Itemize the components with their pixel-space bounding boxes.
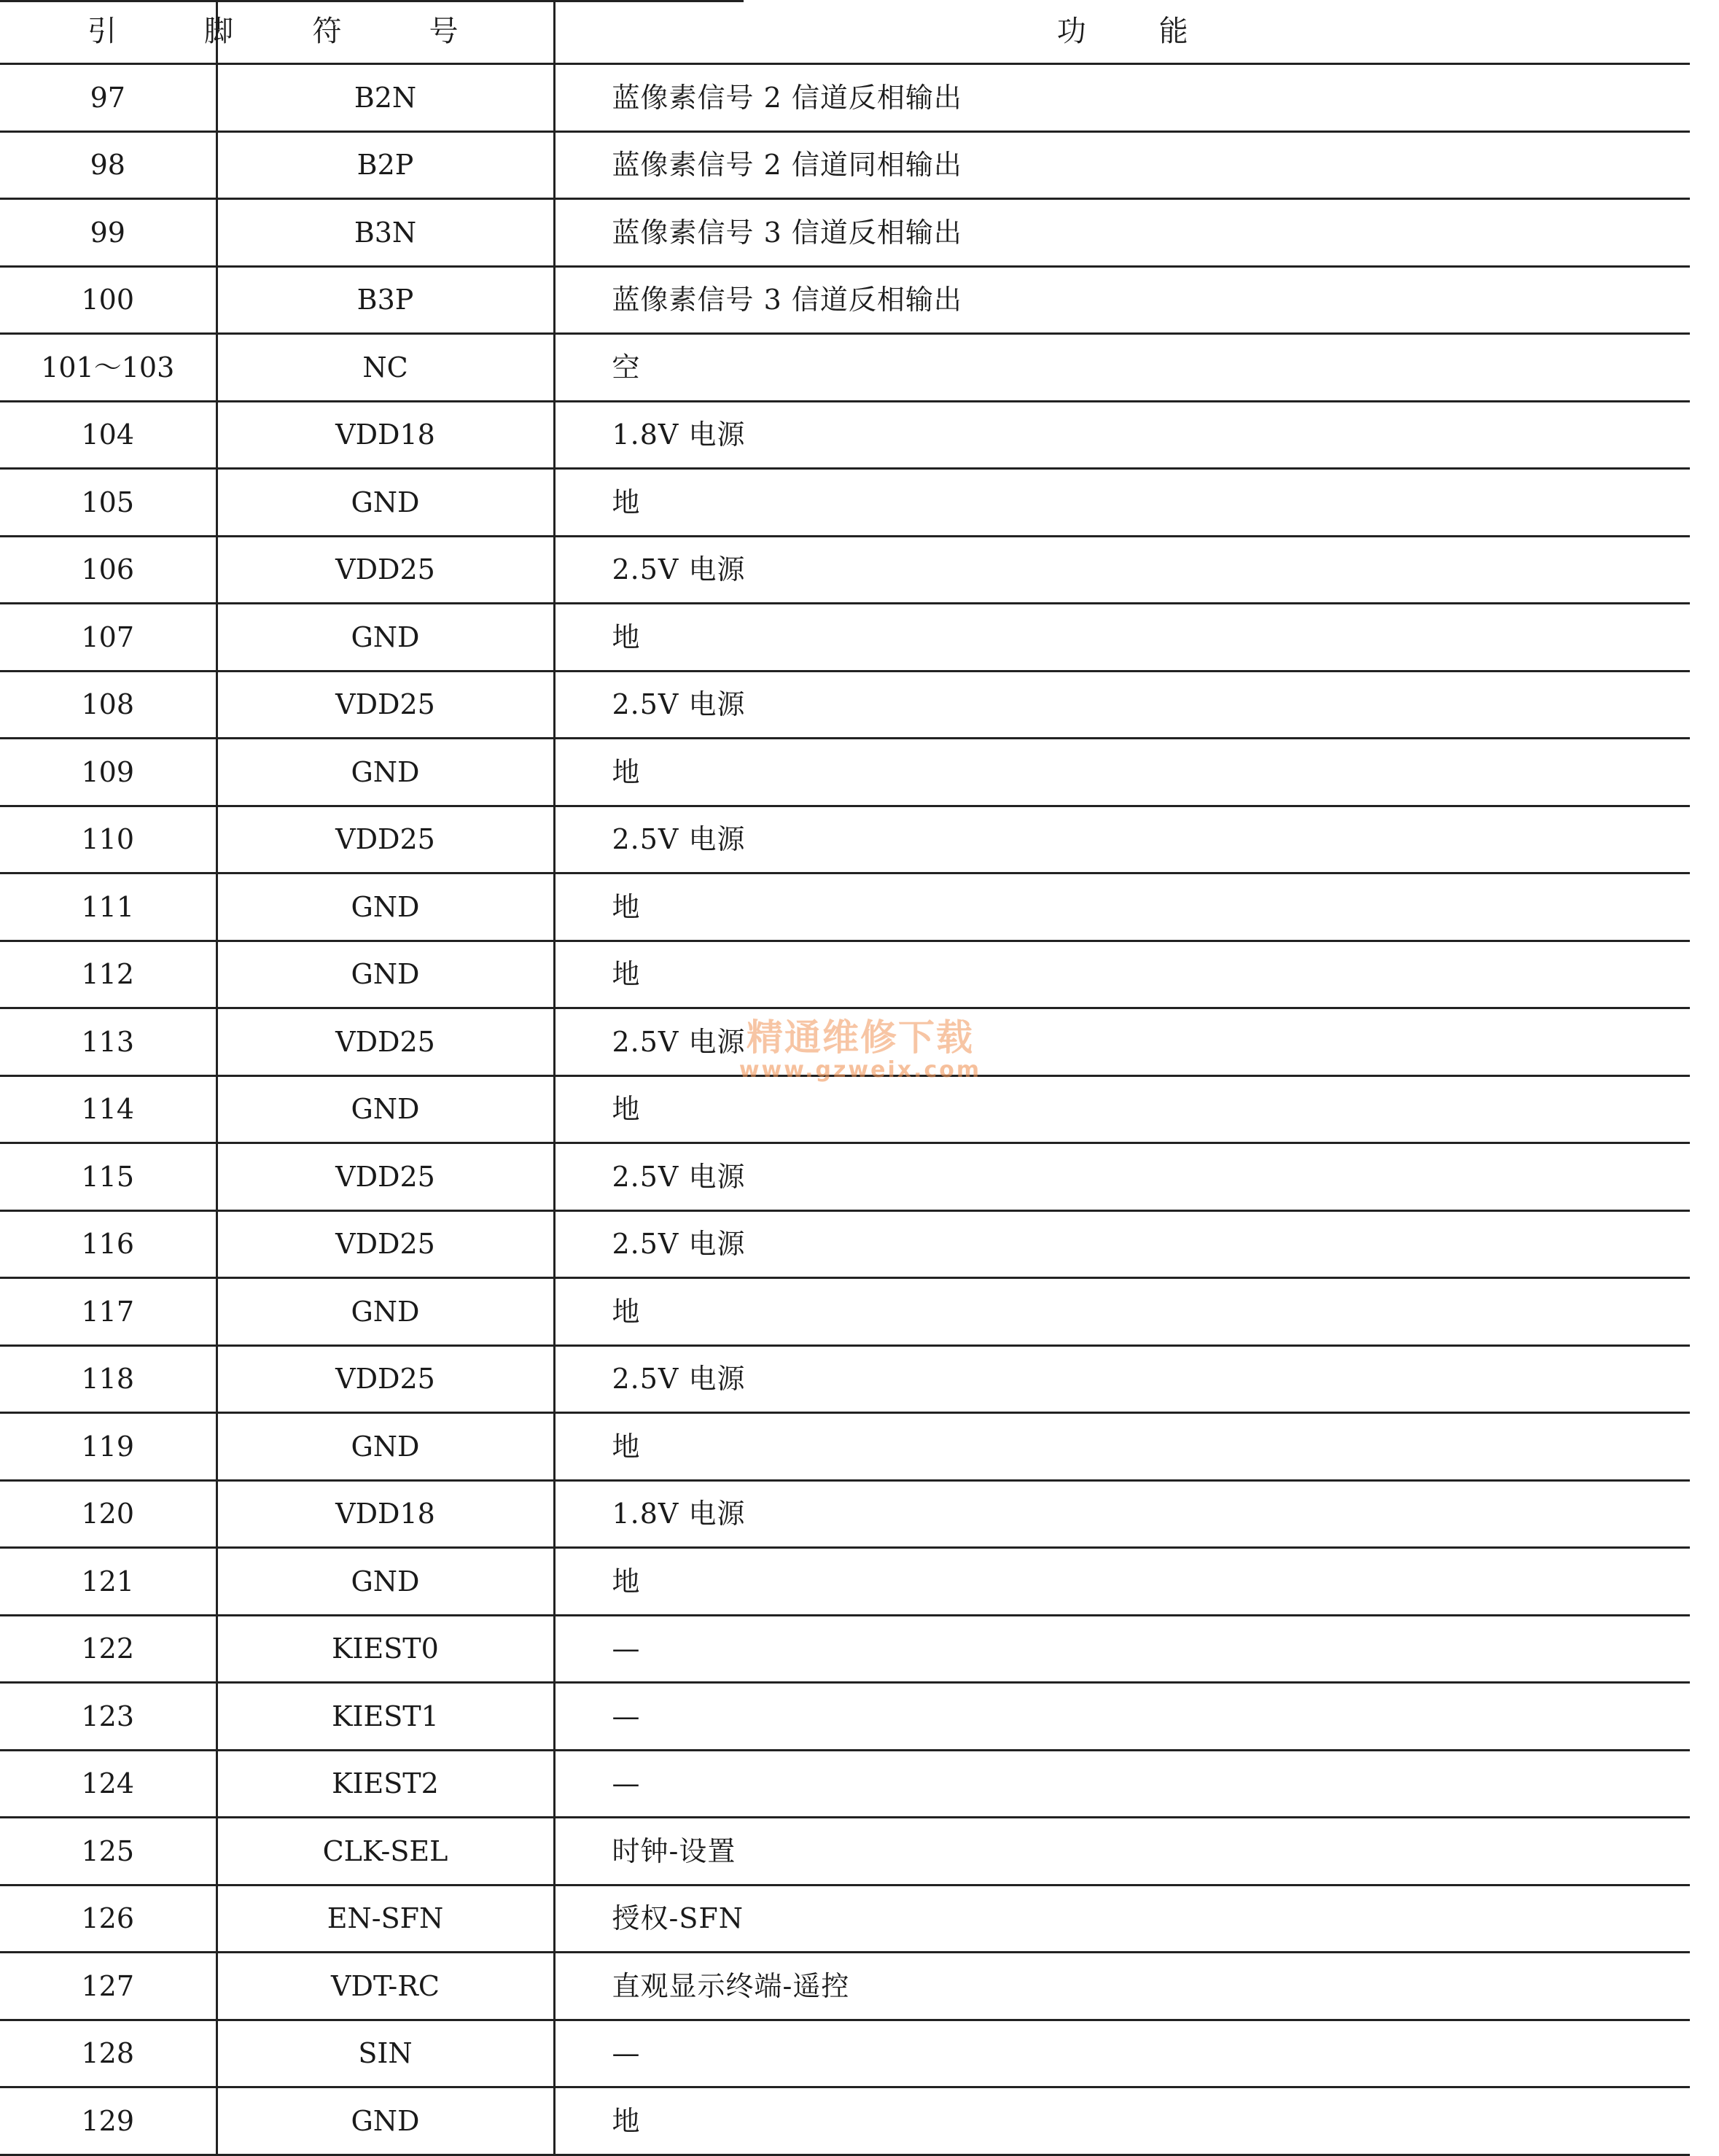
table-row [0,1683,1690,1751]
pin-cell: 111 [0,873,217,941]
header-row [0,0,1690,64]
pin-cell: 114 [0,1075,217,1143]
pin-cell: 118 [0,1345,217,1413]
function-cell: 地 [554,1278,1690,1346]
function-cell: 2.5V 电源 [554,1345,1690,1413]
symbol-cell: B2P [217,131,554,199]
pin-cell: 110 [0,806,217,873]
table-row [0,739,1690,806]
symbol-cell: GND [217,941,554,1008]
symbol-cell: GND [217,1413,554,1481]
table-row [0,1278,1690,1346]
pin-cell: 116 [0,1210,217,1278]
table-row [0,1548,1690,1616]
function-cell: 地 [554,469,1690,537]
pin-cell: 115 [0,1143,217,1211]
symbol-cell: GND [217,469,554,537]
pin-cell: 124 [0,1750,217,1818]
function-cell: 时钟-设置 [554,1818,1690,1885]
pin-cell: 112 [0,941,217,1008]
table-row [0,941,1690,1008]
symbol-cell: GND [217,2087,554,2155]
table-row [0,1075,1690,1143]
function-cell: 2.5V 电源 [554,671,1690,739]
function-cell: 地 [554,1413,1690,1481]
header-function: 功能 [554,0,1690,64]
table-row [0,1885,1690,1953]
pin-cell: 108 [0,671,217,739]
function-cell: 地 [554,941,1690,1008]
pin-cell: 126 [0,1885,217,1953]
symbol-cell: VDD25 [217,671,554,739]
symbol-cell: GND [217,604,554,672]
pin-cell: 122 [0,1615,217,1683]
pin-cell: 106 [0,536,217,604]
function-cell: 2.5V 电源 [554,1210,1690,1278]
symbol-cell: B3P [217,266,554,334]
table-row [0,604,1690,672]
pin-cell: 97 [0,64,217,132]
function-cell: — [554,2020,1690,2087]
symbol-cell: VDD25 [217,1008,554,1076]
table-row [0,1480,1690,1548]
symbol-cell: GND [217,1548,554,1616]
function-cell: 地 [554,604,1690,672]
symbol-cell: GND [217,1075,554,1143]
pin-cell: 109 [0,739,217,806]
table-row [0,1953,1690,2020]
table-row [0,1345,1690,1413]
table-row [0,469,1690,537]
symbol-cell: VDT-RC [217,1953,554,2020]
pin-cell: 104 [0,401,217,469]
table-row [0,1008,1690,1076]
symbol-cell: KIEST2 [217,1750,554,1818]
table-row [0,131,1690,199]
function-cell: 1.8V 电源 [554,1480,1690,1548]
table-row [0,266,1690,334]
function-cell: 蓝像素信号 3 信道反相输出 [554,266,1690,334]
pin-cell: 120 [0,1480,217,1548]
pin-cell: 99 [0,199,217,267]
pin-cell: 113 [0,1008,217,1076]
function-cell: 授权-SFN [554,1885,1690,1953]
function-cell: 2.5V 电源 [554,806,1690,873]
header-symbol: 符号 [217,0,554,64]
pin-cell: 117 [0,1278,217,1346]
function-cell: — [554,1615,1690,1683]
pin-cell: 125 [0,1818,217,1885]
symbol-cell: GND [217,873,554,941]
table-body [0,64,1690,2155]
table-row [0,873,1690,941]
symbol-cell: VDD25 [217,806,554,873]
table-row [0,1413,1690,1481]
function-cell: 2.5V 电源 [554,1008,1690,1076]
pin-cell: 98 [0,131,217,199]
table-row [0,199,1690,267]
function-cell: — [554,1683,1690,1751]
symbol-cell: EN-SFN [217,1885,554,1953]
function-cell: — [554,1750,1690,1818]
table-row [0,536,1690,604]
header-pin: 引脚 [0,0,217,64]
function-cell: 地 [554,1548,1690,1616]
symbol-cell: SIN [217,2020,554,2087]
table-row [0,64,1690,132]
table-row [0,1143,1690,1211]
table-row [0,1210,1690,1278]
table-row [0,2020,1690,2087]
function-cell: 蓝像素信号 3 信道反相输出 [554,199,1690,267]
pin-cell: 121 [0,1548,217,1616]
function-cell: 地 [554,873,1690,941]
pin-cell: 128 [0,2020,217,2087]
table-row [0,671,1690,739]
symbol-cell: VDD18 [217,401,554,469]
table-row [0,1615,1690,1683]
function-cell: 蓝像素信号 2 信道同相输出 [554,131,1690,199]
table-row [0,401,1690,469]
symbol-cell: B3N [217,199,554,267]
symbol-cell: VDD25 [217,1345,554,1413]
symbol-cell: KIEST0 [217,1615,554,1683]
symbol-cell: VDD18 [217,1480,554,1548]
symbol-cell: GND [217,1278,554,1346]
function-cell: 空 [554,334,1690,402]
pin-cell: 101～103 [0,334,217,402]
function-cell: 直观显示终端-遥控 [554,1953,1690,2020]
function-cell: 地 [554,1075,1690,1143]
symbol-cell: VDD25 [217,1210,554,1278]
table-row [0,1750,1690,1818]
table-row [0,334,1690,402]
table-row [0,1818,1690,1885]
pin-cell: 105 [0,469,217,537]
function-cell: 地 [554,739,1690,806]
pin-cell: 100 [0,266,217,334]
symbol-cell: VDD25 [217,536,554,604]
pin-cell: 123 [0,1683,217,1751]
pin-cell: 119 [0,1413,217,1481]
symbol-cell: CLK-SEL [217,1818,554,1885]
table-row [0,806,1690,873]
pin-cell: 127 [0,1953,217,2020]
pin-cell: 107 [0,604,217,672]
symbol-cell: NC [217,334,554,402]
symbol-cell: GND [217,739,554,806]
symbol-cell: B2N [217,64,554,132]
function-cell: 2.5V 电源 [554,536,1690,604]
pin-cell: 129 [0,2087,217,2155]
table-row [0,2087,1690,2155]
watermark-text: 精通维修下载 [747,1016,974,1059]
symbol-cell: KIEST1 [217,1683,554,1751]
watermark-url: www.gzweix.com [738,1057,982,1083]
function-cell: 蓝像素信号 2 信道反相输出 [554,64,1690,132]
function-cell: 2.5V 电源 [554,1143,1690,1211]
function-cell: 1.8V 电源 [554,401,1690,469]
table-header [0,0,1690,64]
symbol-cell: VDD25 [217,1143,554,1211]
function-cell: 地 [554,2087,1690,2155]
